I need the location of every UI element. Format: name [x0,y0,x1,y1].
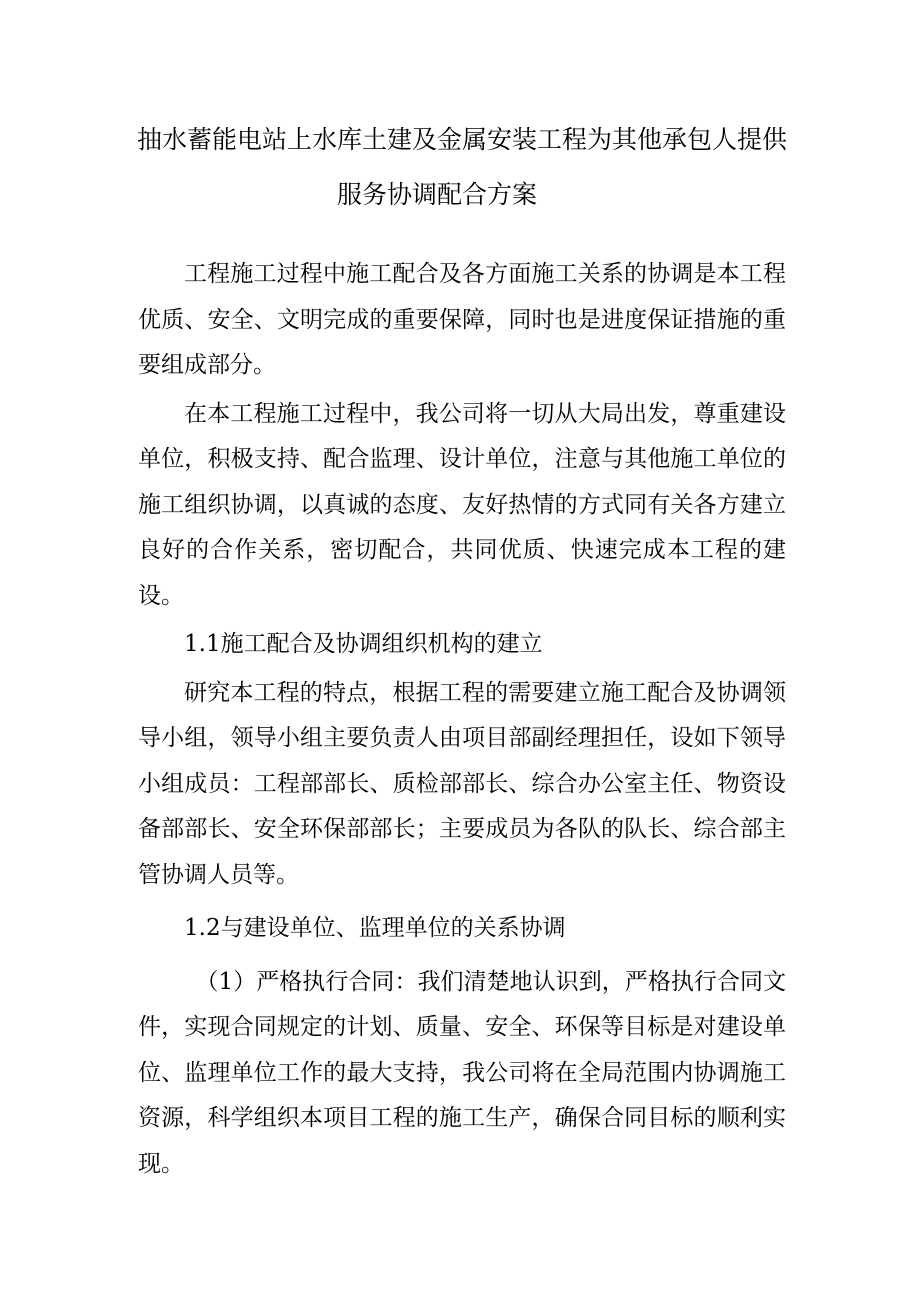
paragraph-intro: 工程施工过程中施工配合及各方面施工关系的协调是本工程优质、安全、文明完成的重要保障，同时也是进度保证措施的重要组成部分。 [138,261,786,378]
paragraph-organization: 研究本工程的特点，根据工程的需要建立施工配合及协调领导小组，领导小组主要负责人由项目部副经理担任，设如下领导小组成员：工程部部长、质检部部长、综合办公室主任、物资设备部部长、安全环保部部长；主要成员为各队的队长、综合部主管协调人员等。 [138,679,786,888]
title-line-1: 抽水蓄能电站上水库土建及金属安装工程为其他承包人提供 [137,125,788,154]
paragraph-cooperation: 在本工程施工过程中，我公司将一切从大局出发，尊重建设单位，积极支持、配合监理、设计单位，注意与其他施工单位的施工组织协调，以真诚的态度、友好热情的方式同有关各方建立良好的合作关系，密切配合，共同优质、快速完成本工程的建设。 [138,400,786,609]
paragraph-contract-item-1: （1）严格执行合同：我们清楚地认识到，严格执行合同文件，实现合同规定的计划、质量、安全、环保等目标是对建设单位、监理单位工作的最大支持，我公司将在全局范围内协调施工资源，科学组织本项目工程的施工生产，确保合同目标的顺利实现。 [138,968,786,1177]
document-title [137,112,817,222]
title-line-2: 服务协调配合方案 [337,180,538,209]
document-body [138,252,786,1187]
section-heading-1-2: 1.2与建设单位、监理单位的关系协调 [184,915,566,941]
section-heading-1-1: 1.1施工配合及协调组织机构的建立 [184,631,543,657]
